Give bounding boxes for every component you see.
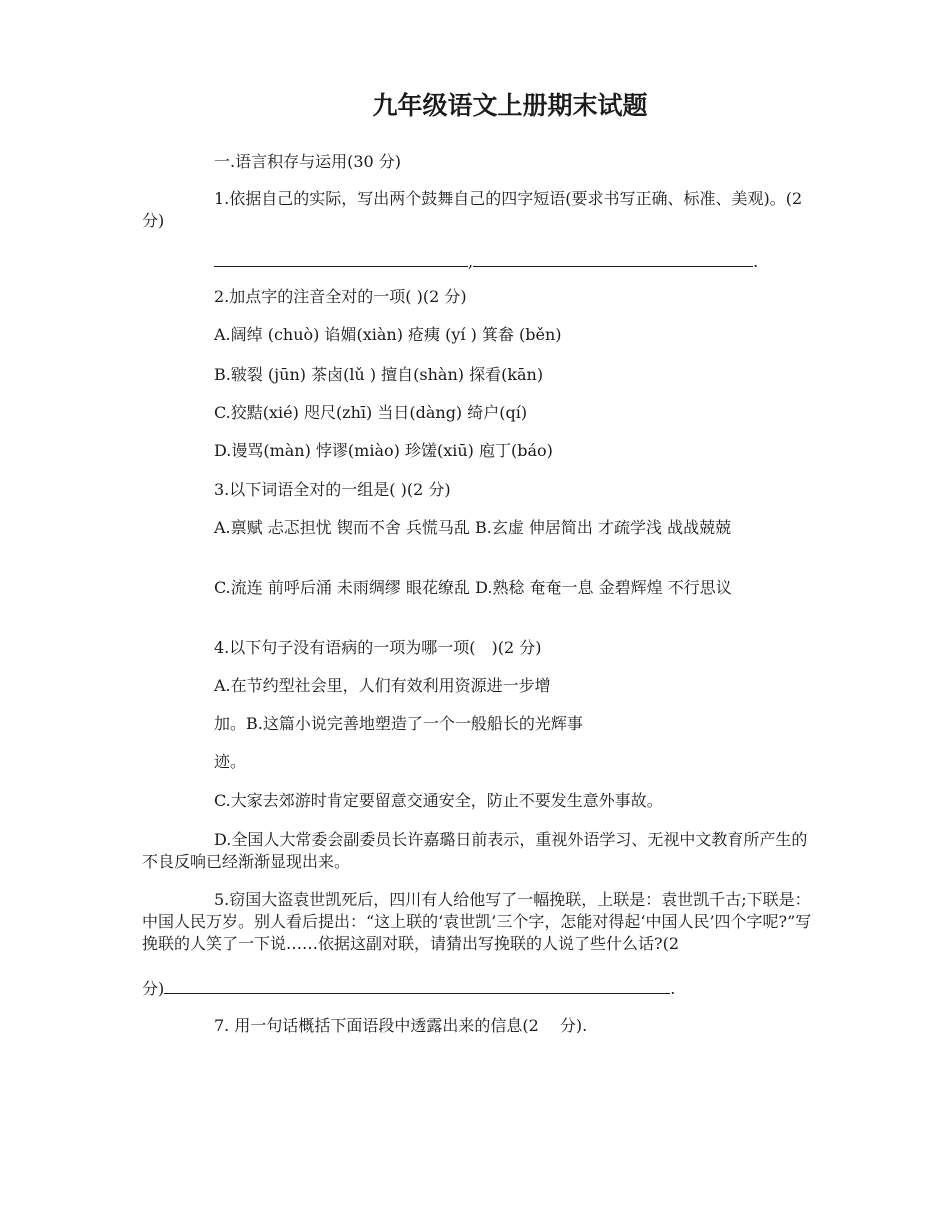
question-4-option-b-end: 迹。 [214, 752, 247, 771]
answer-blank-2[interactable] [473, 250, 753, 267]
question-5-text: 5.窃国大盗袁世凯死后，四川有人给他写了一幅挽联，上联是：袁世凯千古;下联是：中国人民万岁。别人看后提出：“这上联的‘袁世凯’三个字，怎能对得起‘中国人民’四个字呢?”写挽联的人笑了一下说……依据这副对联，请猜出写挽联的人说了些什么话?(2 [142, 890, 812, 953]
answer-blank-3[interactable] [164, 977, 670, 994]
question-5-answer-line [142, 977, 675, 1000]
question-4-option-d: D.全国人大常委会副委员长许嘉璐日前表示，重视外语学习、无视中文教育所产生的不良反响已经渐渐显现出来。 [142, 830, 808, 871]
question-4-option-c: C.大家去郊游时肯定要留意交通安全，防止不要发生意外事故。 [214, 791, 663, 810]
question-3-options-ab: A.禀赋 忐忑担忧 锲而不舍 兵慌马乱 B.玄虚 伸居简出 才疏学浅 战战兢兢 [214, 518, 732, 537]
question-2-stem: 2.加点字的注音全对的一项( )(2 分) [214, 287, 467, 306]
answer-separator: , [468, 252, 474, 271]
question-7-stem: 7. 用一句话概括下面语段中透露出来的信息(2 分). [214, 1016, 588, 1035]
page-title: 九年级语文上册期末试题 [372, 91, 648, 120]
answer-blank-1[interactable] [214, 250, 468, 267]
question-2-option-a: A.阔绰 (chuò) 谄媚(xiàn) 疮痍 (yí ) 箕畚 (běn) [214, 325, 562, 344]
question-2-option-d: D.谩骂(màn) 悖谬(miào) 珍馐(xiū) 庖丁(báo) [214, 441, 553, 460]
section-heading: 一.语言积存与运用(30 分) [214, 152, 402, 171]
question-1-answer-line [214, 250, 814, 273]
question-2-option-b: B.皲裂 (jūn) 茶卤(lǔ ) 擅自(shàn) 探看(kān) [214, 365, 544, 384]
question-2-option-c: C.狡黠(xié) 咫尺(zhī) 当日(dàng) 绮户(qí) [214, 403, 528, 422]
question-4-option-b: 加。B.这篇小说完善地塑造了一个一般船长的光辉事 [214, 714, 583, 733]
question-4-option-a: A.在节约型社会里，人们有效利用资源进一步增 [214, 676, 551, 695]
question-3-options-cd: C.流连 前呼后涌 未雨绸缪 眼花缭乱 D.熟稔 奄奄一息 金碧辉煌 不行思议 [214, 578, 732, 597]
question-1-text: 1.依据自己的实际，写出两个鼓舞自己的四字短语(要求书写正确、标准、美观)。(2 分) [142, 189, 803, 230]
question-3-stem: 3.以下词语全对的一组是( )(2 分) [214, 480, 451, 499]
answer-end-mark: . [670, 979, 676, 998]
question-5-score: 分) [142, 979, 165, 998]
answer-end-mark: . [753, 252, 759, 271]
question-4-stem: 4.以下句子没有语病的一项为哪一项( )(2 分) [214, 638, 542, 657]
